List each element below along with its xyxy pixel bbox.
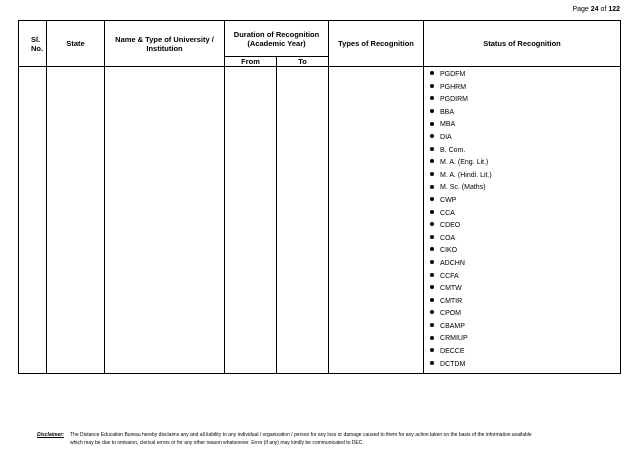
status-item-label: DECCE xyxy=(440,348,465,356)
bullet-icon xyxy=(430,222,434,226)
status-item-label: CCFA xyxy=(440,272,459,280)
status-list-item xyxy=(430,296,620,309)
bullet-icon xyxy=(430,197,434,201)
bullet-icon xyxy=(430,285,434,289)
status-item-label: PGDFM xyxy=(440,71,466,78)
bullet-icon xyxy=(430,235,434,239)
cell-from xyxy=(225,67,277,374)
page-of-label: of xyxy=(600,6,607,13)
status-list-item xyxy=(430,258,620,271)
page-current: 24 xyxy=(590,6,599,13)
status-list-item xyxy=(430,208,620,221)
status-item-label: PGHRM xyxy=(440,83,467,91)
cell-status xyxy=(424,67,621,374)
header-to: To xyxy=(277,57,329,67)
page-number xyxy=(572,6,620,13)
bullet-icon xyxy=(430,336,434,340)
status-list-item xyxy=(430,359,620,372)
status-item-label: COA xyxy=(440,234,456,242)
header-university: Name & Type of University / Institution xyxy=(105,21,225,67)
cell-sl-no xyxy=(19,67,47,374)
status-item-label: DIA xyxy=(440,133,452,141)
status-list-item xyxy=(430,346,620,359)
status-list-item xyxy=(430,69,620,82)
page-label: Page xyxy=(572,6,589,13)
status-list-item xyxy=(430,94,620,107)
status-list xyxy=(430,67,620,371)
bullet-icon xyxy=(430,185,434,189)
status-item-label: PGDIRM xyxy=(440,96,469,104)
status-item-label: CDEO xyxy=(440,222,461,230)
status-list-item xyxy=(430,119,620,132)
bullet-icon xyxy=(430,172,434,176)
bullet-icon xyxy=(430,84,434,88)
bullet-icon xyxy=(430,159,434,163)
status-item-label: B. Com. xyxy=(440,146,466,154)
status-list-item xyxy=(430,233,620,246)
status-item-label: BBA xyxy=(440,108,455,116)
status-item-label: MBA xyxy=(440,121,456,129)
status-list-item xyxy=(430,132,620,145)
bullet-icon xyxy=(430,247,434,251)
header-duration: Duration of Recognition (Academic Year) xyxy=(225,21,329,57)
disclaimer-line-2: which may be due to omission, clerical errors or for any other reason whatsoever. Error (if any) may kindly be communicated to DEC. xyxy=(70,440,364,446)
bullet-icon xyxy=(430,273,434,277)
status-item-label: DCTDM xyxy=(440,360,466,368)
header-from: From xyxy=(225,57,277,67)
bullet-icon xyxy=(430,361,434,365)
status-item-label: ADCHN xyxy=(440,259,465,267)
status-list-item xyxy=(430,195,620,208)
status-list-item xyxy=(430,157,620,170)
status-item-label: M. Sc. (Maths) xyxy=(440,184,486,192)
status-list-item xyxy=(430,220,620,233)
status-list-item xyxy=(430,333,620,346)
cell-state xyxy=(47,67,105,374)
header-sl-no: Sl. No. xyxy=(19,21,47,67)
status-item-label: CMTIR xyxy=(440,297,463,305)
status-list-item xyxy=(430,245,620,258)
bullet-icon xyxy=(430,109,434,113)
status-list-item xyxy=(430,82,620,95)
status-item-label: M. A. (Hindi. Lit.) xyxy=(440,171,492,179)
bullet-icon xyxy=(430,260,434,264)
disclaimer-line-1: The Distance Education Bureau hereby disclaims any and all liability to any individual / organization / person for any loss or damage caused to them for any action taken on the basis of the information available xyxy=(70,432,532,438)
cell-to xyxy=(277,67,329,374)
status-item-label: CBAMP xyxy=(440,322,465,330)
status-list-item xyxy=(430,308,620,321)
bullet-icon xyxy=(430,210,434,214)
bullet-icon xyxy=(430,348,434,352)
status-list-item xyxy=(430,170,620,183)
status-item-label: CIKO xyxy=(440,247,458,255)
header-state: State xyxy=(47,21,105,67)
cell-types xyxy=(329,67,424,374)
disclaimer xyxy=(37,431,597,447)
header-status: Status of Recognition xyxy=(424,21,621,67)
bullet-icon xyxy=(430,298,434,302)
status-list-item xyxy=(430,145,620,158)
status-list-item xyxy=(430,107,620,120)
status-item-label: CPOM xyxy=(440,310,462,318)
bullet-icon xyxy=(430,134,434,138)
bullet-icon xyxy=(430,122,434,126)
bullet-icon xyxy=(430,323,434,327)
status-list-item xyxy=(430,321,620,334)
status-list-item xyxy=(430,182,620,195)
recognition-table xyxy=(18,20,621,374)
bullet-icon xyxy=(430,147,434,151)
status-list-item xyxy=(430,283,620,296)
status-list-item xyxy=(430,271,620,284)
table-row xyxy=(19,67,621,374)
status-item-label: CRMIUP xyxy=(440,335,468,343)
status-item-label: M. A. (Eng. Lit.) xyxy=(440,159,489,167)
status-item-label: CCA xyxy=(440,209,455,217)
bullet-icon xyxy=(430,96,434,100)
bullet-icon xyxy=(430,71,434,75)
bullet-icon xyxy=(430,310,434,314)
page-total: 122 xyxy=(608,6,620,13)
cell-university xyxy=(105,67,225,374)
status-item-label: CMTW xyxy=(440,285,462,293)
header-types: Types of Recognition xyxy=(329,21,424,67)
disclaimer-label: Disclaimer: xyxy=(37,432,64,438)
status-item-label: CWP xyxy=(440,196,457,204)
